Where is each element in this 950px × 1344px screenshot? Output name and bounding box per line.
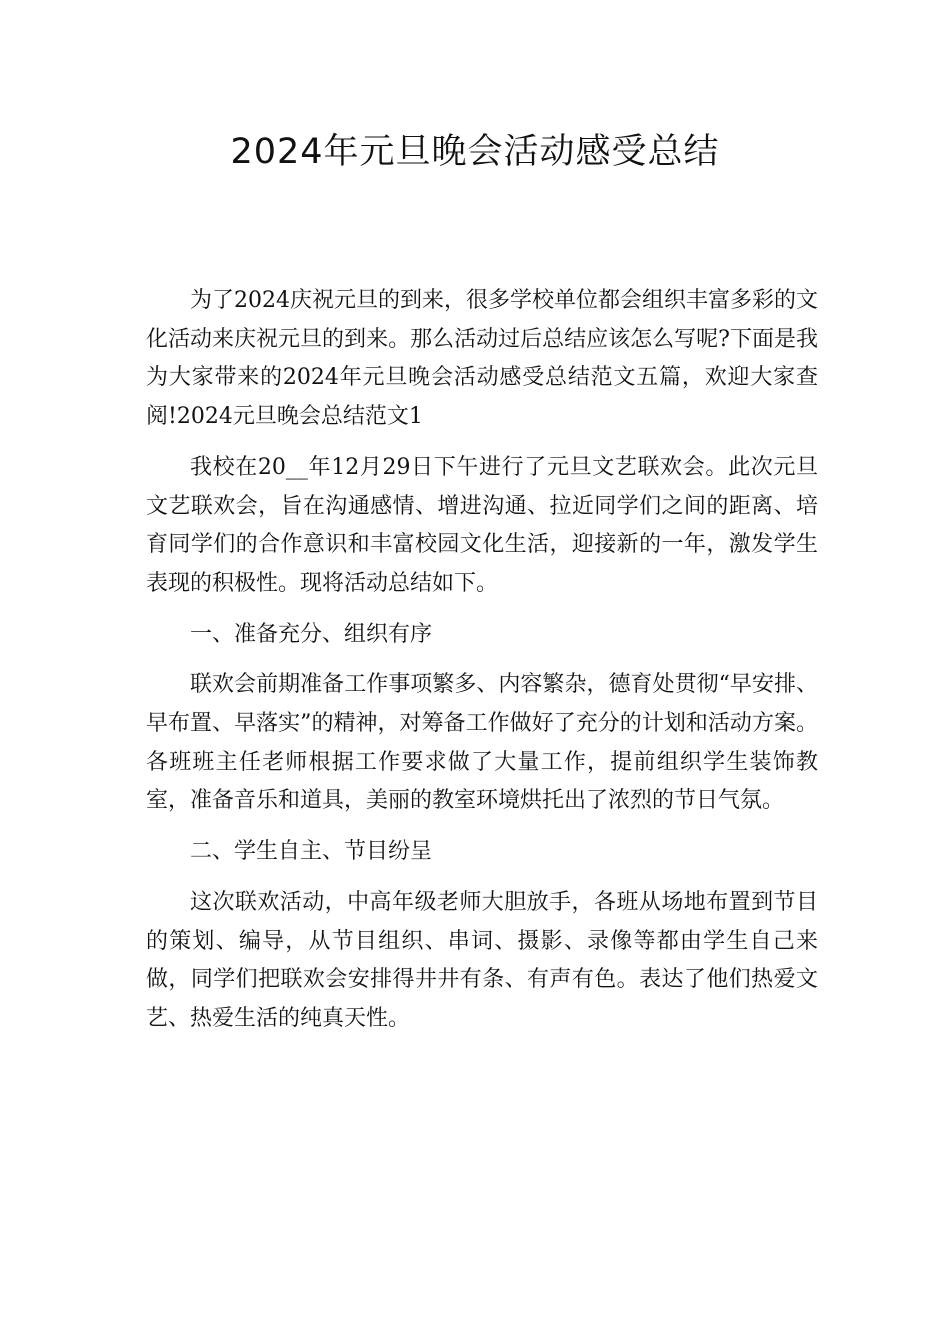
document-title: 2024年元旦晚会活动感受总结 (230, 132, 720, 172)
intro-paragraph: 为了2024庆祝元旦的到来，很多学校单位都会组织丰富多彩的文化活动来庆祝元旦的到来。那么活动过后总结应该怎么写呢?下面是我为大家带来的2024年元旦晚会活动感受总结范文五篇，欢迎大家查阅!2024元旦晚会总结范文1 (146, 288, 818, 430)
section-heading-1: 一、准备充分、组织有序 (190, 621, 433, 647)
document-body (146, 282, 818, 1051)
paragraph-3: 这次联欢活动，中高年级老师大胆放手，各班从场地布置到节目的策划、编导，从节目组织、串词、摄影、录像等都由学生自己来做，同学们把联欢会安排得井井有条、有声有色。表达了他们热爱文艺、热爱生活的纯真天性。 (146, 889, 818, 1031)
section-heading-2: 二、学生自主、节目纷呈 (190, 839, 433, 865)
paragraph-1: 我校在20__年12月29日下午进行了元旦文艺联欢会。此次元旦文艺联欢会，旨在沟通感情、增进沟通、拉近同学们之间的距离、培育同学们的合作意识和丰富校园文化生活，迎接新的一年，激发学生表现的积极性。现将活动总结如下。 (146, 454, 818, 596)
paragraph-2: 联欢会前期准备工作事项繁多、内容繁杂，德育处贯彻“早安排、早布置、早落实”的精神，对筹备工作做好了充分的计划和活动方案。各班班主任老师根据工作要求做了大量工作，提前组织学生装饰教室，准备音乐和道具，美丽的教室环境烘托出了浓烈的节日气氛。 (146, 672, 818, 814)
